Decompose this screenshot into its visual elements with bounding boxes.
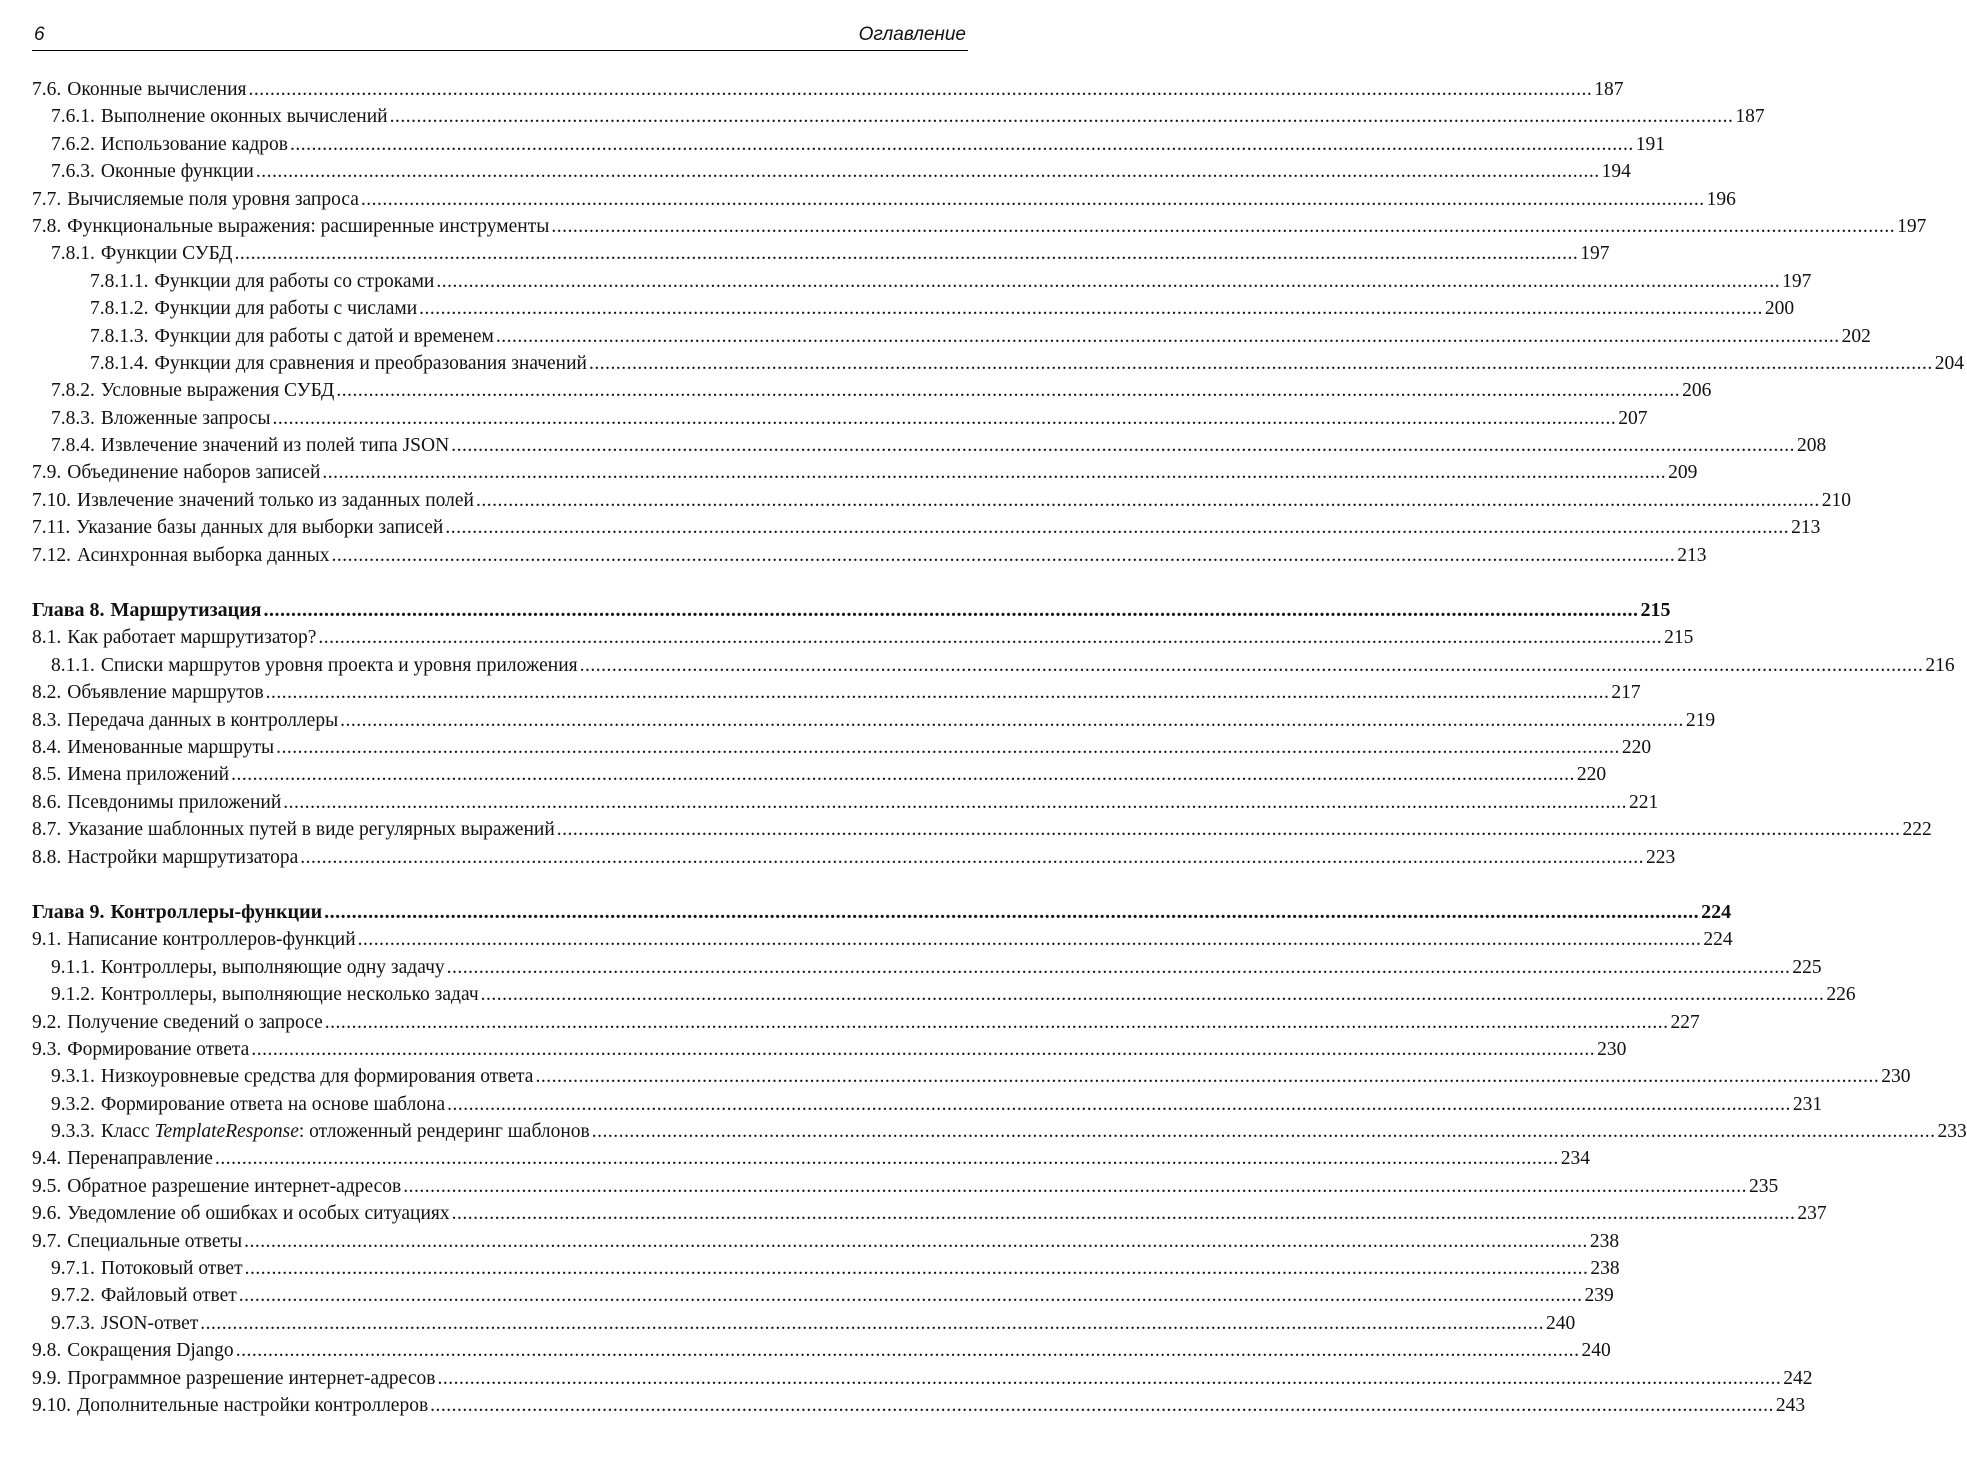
toc-entry-title: Асинхронная выборка данных: [77, 544, 330, 566]
toc-entry[interactable]: [32, 1173, 1779, 1200]
toc-entry-page: 237: [1797, 1203, 1827, 1225]
toc-entry-title: Функции СУБД: [100, 243, 233, 265]
toc-entry-page: 233: [1937, 1121, 1967, 1143]
toc-entry[interactable]: [32, 1009, 1700, 1036]
toc-entry-page: 207: [1618, 407, 1648, 429]
toc-entry-title: Низкоуровневые средства для формирования ответа: [100, 1066, 534, 1088]
toc-entry-number: 8.3.: [32, 709, 62, 731]
toc-entry-title: Использование кадров: [100, 133, 288, 155]
dot-leader: [451, 432, 1795, 459]
toc-entry-page: 240: [1581, 1340, 1611, 1362]
toc-entry-number: 7.8.1.: [51, 243, 95, 265]
toc-entry[interactable]: [32, 131, 1665, 158]
toc-entry-number: 7.12.: [32, 544, 71, 566]
toc-entry[interactable]: [32, 1365, 1813, 1392]
dot-leader: [592, 1118, 1936, 1145]
dot-leader: [336, 377, 1680, 404]
dot-leader: [266, 679, 1610, 706]
toc-entry-title: Маршрутизация: [110, 599, 262, 622]
toc-entry-page: 217: [1611, 682, 1641, 704]
running-head: [32, 22, 968, 51]
toc-entry-number: 9.3.1.: [51, 1066, 95, 1088]
toc-entry[interactable]: [32, 1118, 1967, 1145]
dot-leader: [430, 1392, 1774, 1419]
toc-entry-number: 9.8.: [32, 1340, 62, 1362]
dot-leader: [234, 240, 1578, 267]
toc-entry[interactable]: [32, 1310, 1576, 1337]
dot-leader: [325, 1009, 1669, 1036]
toc-entry-page: 219: [1685, 709, 1716, 731]
toc-entry-title: Указание шаблонных путей в виде регулярных выражений: [67, 819, 555, 841]
toc-entry-number: 9.2.: [32, 1011, 62, 1033]
toc-entry-number: 7.8.2.: [51, 380, 95, 402]
toc-entry-page: 200: [1764, 298, 1795, 320]
toc-entry[interactable]: [32, 1337, 1611, 1364]
dot-leader: [535, 1063, 1879, 1090]
dot-leader: [236, 1337, 1580, 1364]
toc-entry-title: Обратное разрешение интернет-адресов: [67, 1175, 402, 1197]
toc-entry-number: 7.7.: [32, 188, 62, 210]
dot-leader: [437, 1365, 1781, 1392]
toc-entry-number: 7.6.: [32, 79, 62, 100]
toc-entry-title: Псевдонимы приложений: [67, 791, 282, 813]
toc-entry-title: Формирование ответа: [67, 1038, 250, 1060]
toc-entry-page: 202: [1841, 325, 1871, 347]
toc-entry-title: Вычисляемые поля уровня запроса: [67, 188, 359, 210]
toc-entry-title: Программное разрешение интернет-адресов: [67, 1367, 436, 1389]
toc-entry-title: Написание контроллеров-функций: [67, 929, 356, 951]
toc-entry[interactable]: [32, 1200, 1827, 1227]
toc-entry[interactable]: [32, 844, 1676, 871]
toc-entry-number: 9.7.3.: [51, 1312, 95, 1334]
toc-entry-number: 7.8.4.: [51, 435, 95, 457]
toc-entry-page: 238: [1590, 1258, 1620, 1280]
toc-entry-title: Функции для работы с датой и временем: [154, 325, 494, 347]
toc-entry[interactable]: [32, 542, 1707, 569]
toc-entry-number: 7.8.1.1.: [90, 270, 149, 292]
toc-entry-title: Списки маршрутов уровня проекта и уровня приложения: [100, 654, 578, 676]
toc-entry-number: 8.7.: [32, 819, 62, 841]
toc-entry[interactable]: [32, 432, 1827, 459]
dot-leader: [249, 76, 1593, 103]
toc-entry-title: Контроллеры, выполняющие несколько задач: [100, 984, 479, 1006]
toc-entry[interactable]: [32, 707, 1716, 734]
toc-entry-page: 235: [1748, 1175, 1779, 1197]
toc-entry-title: Вложенные запросы: [100, 407, 271, 429]
toc-entry-number: 9.3.3.: [51, 1121, 95, 1143]
dot-leader: [251, 1036, 1595, 1063]
dot-leader: [239, 1282, 1583, 1309]
toc-entry-page: 191: [1635, 133, 1665, 155]
toc-entry[interactable]: [32, 1036, 1627, 1063]
toc-entry[interactable]: [32, 1392, 1806, 1419]
toc-entry-title: Условные выражения СУБД: [100, 380, 335, 402]
toc-entry[interactable]: [32, 926, 1733, 953]
toc-entry-page: 197: [1897, 215, 1927, 237]
toc-entry-number: 9.6.: [32, 1203, 62, 1225]
toc-entry-page: 215: [1640, 599, 1671, 622]
toc-entry-title: Функции для работы с числами: [154, 298, 418, 320]
dot-leader: [481, 981, 1825, 1008]
toc-entry[interactable]: [32, 186, 1736, 213]
toc-entry[interactable]: [32, 789, 1659, 816]
toc-entry-page: 230: [1597, 1038, 1627, 1060]
toc-entry-page: 226: [1826, 984, 1856, 1006]
dot-leader: [331, 542, 1675, 569]
toc-entry[interactable]: [32, 213, 1927, 240]
toc-entry-number: 7.8.3.: [51, 407, 95, 429]
toc-entry-page: 204: [1934, 352, 1964, 374]
dot-leader: [358, 926, 1702, 953]
dot-leader: [231, 761, 1575, 788]
toc-entry[interactable]: [32, 1145, 1590, 1172]
toc-entry[interactable]: [32, 624, 1694, 651]
dot-leader: [551, 213, 1895, 240]
toc-entry-page: 230: [1881, 1066, 1911, 1088]
toc-entry[interactable]: [32, 459, 1698, 486]
toc-entry-title: Извлечение значений из полей типа JSON: [100, 435, 450, 457]
dot-leader: [283, 789, 1627, 816]
toc-entry-page: 222: [1902, 819, 1932, 841]
dot-leader: [276, 734, 1620, 761]
toc-entry-page: 197: [1580, 243, 1610, 265]
toc-entry-title: Дополнительные настройки контроллеров: [77, 1394, 429, 1416]
toc-entry[interactable]: [32, 734, 1652, 761]
chapter-gap: [32, 569, 968, 597]
toc-entry-title: Выполнение оконных вычислений: [100, 106, 388, 128]
dot-leader: [245, 1255, 1589, 1282]
chapter-gap: [32, 871, 968, 899]
toc-entry-page: 227: [1670, 1011, 1700, 1033]
toc-entry-title: Оконные вычисления: [67, 79, 247, 100]
dot-leader: [447, 1091, 1791, 1118]
dot-leader: [447, 954, 1791, 981]
toc-entry-page: 213: [1791, 517, 1821, 539]
toc-entry[interactable]: [32, 1282, 1614, 1309]
toc-entry-number: 7.8.: [32, 215, 62, 237]
toc-chapter-entry[interactable]: [32, 597, 1671, 624]
toc-entry-number: 7.6.1.: [51, 106, 95, 128]
toc-entry-title: Уведомление об ошибках и особых ситуациях: [67, 1203, 450, 1225]
toc-entry-number: 7.8.1.4.: [90, 352, 149, 374]
table-of-contents: [32, 76, 1967, 1419]
page-number: 6: [34, 24, 45, 45]
toc-entry[interactable]: [32, 405, 1648, 432]
toc-entry-number: 8.5.: [32, 764, 62, 786]
toc-entry-title: Объявление маршрутов: [67, 682, 264, 704]
toc-entry-title: Передача данных в контроллеры: [67, 709, 339, 731]
toc-entry-number: 9.1.: [32, 929, 62, 951]
toc-entry-title: Файловый ответ: [100, 1285, 237, 1307]
dot-leader: [361, 186, 1705, 213]
toc-entry-page: 208: [1796, 435, 1827, 457]
toc-entry-page: 221: [1629, 791, 1659, 813]
dot-leader: [589, 350, 1933, 377]
toc-entry-title: Оконные функции: [100, 161, 254, 183]
dot-leader: [436, 268, 1780, 295]
toc-entry-title: JSON-ответ: [100, 1312, 199, 1334]
toc-entry-page: 220: [1576, 764, 1607, 786]
toc-entry-page: 216: [1925, 654, 1955, 676]
toc-entry-number: 9.7.1.: [51, 1258, 95, 1280]
dot-leader: [244, 1228, 1588, 1255]
toc-entry[interactable]: [32, 954, 1822, 981]
toc-entry-page: 197: [1782, 270, 1812, 292]
toc-entry-page: 187: [1735, 106, 1765, 128]
dot-leader: [496, 323, 1840, 350]
toc-entry-page: 231: [1792, 1093, 1823, 1115]
toc-entry-page: 210: [1821, 489, 1851, 511]
toc-entry-number: 9.9.: [32, 1367, 62, 1389]
toc-entry-number: Глава 8.: [32, 599, 105, 622]
toc-entry[interactable]: [32, 158, 1631, 185]
toc-entry[interactable]: [32, 1091, 1823, 1118]
toc-entry-number: 8.8.: [32, 846, 62, 868]
toc-entry-number: Глава 9.: [32, 900, 105, 923]
toc-entry-number: 8.1.1.: [51, 654, 95, 676]
toc-entry[interactable]: [32, 240, 1610, 267]
dot-leader: [290, 131, 1634, 158]
toc-entry-title: Потоковый ответ: [100, 1258, 243, 1280]
toc-entry-number: 9.7.: [32, 1230, 62, 1252]
toc-entry[interactable]: [32, 103, 1765, 130]
toc-entry-number: 9.1.1.: [51, 956, 95, 978]
toc-entry-page: 223: [1645, 846, 1676, 868]
toc-entry-page: 196: [1706, 188, 1736, 210]
toc-entry-title: Именованные маршруты: [67, 736, 275, 758]
toc-entry[interactable]: [32, 350, 1964, 377]
toc-entry-number: 7.6.2.: [51, 133, 95, 155]
toc-entry-title: Специальные ответы: [67, 1230, 243, 1252]
toc-entry-page: 238: [1589, 1230, 1620, 1252]
dot-leader: [557, 816, 1901, 843]
toc-entry-title: Перенаправление: [67, 1148, 213, 1170]
toc-entry-number: 7.9.: [32, 462, 62, 484]
dot-leader: [300, 844, 1644, 871]
toc-entry[interactable]: [32, 981, 1856, 1008]
toc-entry[interactable]: [32, 76, 1624, 103]
toc-entry[interactable]: [32, 1063, 1911, 1090]
toc-entry[interactable]: [32, 816, 1932, 843]
dot-leader: [580, 652, 1924, 679]
dot-leader: [264, 597, 1639, 624]
running-title: Оглавление: [858, 24, 966, 45]
toc-entry[interactable]: [32, 268, 1812, 295]
dot-leader: [403, 1173, 1747, 1200]
dot-leader: [256, 158, 1600, 185]
dot-leader: [322, 459, 1666, 486]
toc-entry-number: 9.3.: [32, 1038, 62, 1060]
dot-leader: [452, 1200, 1796, 1227]
toc-entry[interactable]: [32, 487, 1851, 514]
toc-entry-page: 215: [1664, 627, 1694, 649]
dot-leader: [318, 624, 1662, 651]
toc-entry-number: 9.5.: [32, 1175, 62, 1197]
toc-entry-title: Функции для сравнения и преобразования значений: [154, 352, 587, 374]
toc-entry-number: 8.6.: [32, 791, 62, 813]
toc-entry-number: 7.6.3.: [51, 161, 95, 183]
dot-leader: [273, 405, 1617, 432]
toc-entry[interactable]: [32, 295, 1795, 322]
toc-entry[interactable]: [32, 1228, 1620, 1255]
toc-entry-number: 9.3.2.: [51, 1093, 95, 1115]
toc-entry[interactable]: [32, 323, 1871, 350]
toc-entry-page: 242: [1783, 1367, 1813, 1389]
toc-chapter-entry[interactable]: [32, 899, 1732, 926]
toc-entry[interactable]: [32, 761, 1607, 788]
toc-entry-number: 8.4.: [32, 736, 62, 758]
toc-entry-title: Извлечение значений только из заданных полей: [77, 489, 474, 511]
toc-entry-page: 243: [1775, 1394, 1806, 1416]
toc-entry-title: Формирование ответа на основе шаблона: [100, 1093, 446, 1115]
toc-entry-title: Контроллеры, выполняющие одну задачу: [100, 956, 445, 978]
toc-entry-number: 9.4.: [32, 1148, 62, 1170]
toc-entry-page: 224: [1701, 900, 1732, 923]
toc-entry-number: 7.8.1.3.: [90, 325, 149, 347]
toc-entry-page: 224: [1703, 929, 1733, 951]
toc-entry-page: 240: [1546, 1312, 1576, 1334]
dot-leader: [476, 487, 1820, 514]
toc-entry[interactable]: [32, 1255, 1620, 1282]
dot-leader: [324, 899, 1699, 926]
toc-entry-title: Имена приложений: [67, 764, 230, 786]
toc-entry-title: Получение сведений о запросе: [67, 1011, 323, 1033]
toc-entry[interactable]: [32, 514, 1821, 541]
toc-entry-number: 9.1.2.: [51, 984, 95, 1006]
dot-leader: [445, 514, 1789, 541]
dot-leader: [340, 707, 1684, 734]
dot-leader: [390, 103, 1734, 130]
toc-entry-page: 209: [1668, 462, 1698, 484]
toc-entry-title: Объединение наборов записей: [67, 462, 321, 484]
dot-leader: [215, 1145, 1559, 1172]
toc-entry-number: 7.11.: [32, 517, 71, 539]
dot-leader: [419, 295, 1763, 322]
toc-entry-title: Сокращения Django: [67, 1340, 234, 1362]
toc-entry-page: 194: [1601, 161, 1631, 183]
toc-entry-title: Указание базы данных для выборки записей: [76, 517, 444, 539]
toc-entry-number: 7.8.1.2.: [90, 298, 149, 320]
toc-entry-page: 234: [1560, 1148, 1590, 1170]
toc-entry-number: 9.7.2.: [51, 1285, 95, 1307]
toc-entry-page: 239: [1584, 1285, 1614, 1307]
toc-entry-number: 7.10.: [32, 489, 71, 511]
toc-entry-page: 213: [1677, 544, 1707, 566]
toc-entry[interactable]: [32, 652, 1955, 679]
toc-entry-page: 220: [1621, 736, 1652, 758]
toc-entry-page: 206: [1682, 380, 1712, 402]
toc-entry-title: Класс TemplateResponse: отложенный рендеринг шаблонов: [100, 1121, 590, 1143]
toc-entry-page: 225: [1792, 956, 1822, 978]
toc-entry[interactable]: [32, 377, 1712, 404]
toc-entry-title: Функциональные выражения: расширенные инструменты: [67, 215, 550, 237]
toc-entry[interactable]: [32, 679, 1641, 706]
toc-entry-title: Настройки маршрутизатора: [67, 846, 299, 868]
toc-entry-number: 9.10.: [32, 1394, 71, 1416]
toc-entry-page: 187: [1594, 79, 1624, 100]
toc-entry-title: Функции для работы со строками: [154, 270, 435, 292]
toc-entry-number: 8.2.: [32, 682, 62, 704]
toc-entry-title: Контроллеры-функции: [110, 900, 323, 923]
dot-leader: [200, 1310, 1544, 1337]
toc-entry-title: Как работает маршрутизатор?: [67, 627, 317, 649]
toc-entry-number: 8.1.: [32, 627, 62, 649]
